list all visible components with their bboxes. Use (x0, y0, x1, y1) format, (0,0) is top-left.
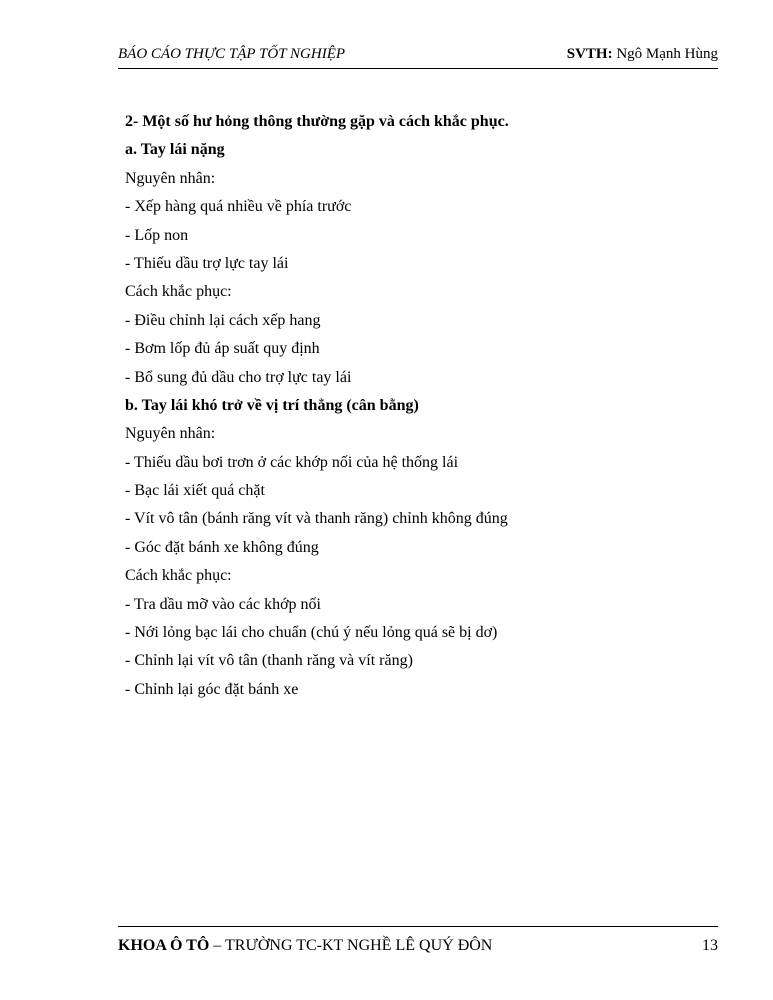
section-a-title: a. Tay lái nặng (125, 141, 225, 159)
list-item: - Tra dầu mỡ vào các khớp nối (125, 595, 321, 613)
list-item: - Bổ sung đủ dầu cho trợ lực tay lái (125, 368, 352, 386)
section-a-fix-label: Cách khắc phục: (125, 283, 232, 301)
page-number: 13 (702, 937, 718, 954)
section-b-cause-label: Nguyên nhân: (125, 425, 216, 443)
author-info (567, 46, 718, 63)
list-item: - Thiếu dầu bơi trơn ở các khớp nối của hệ thống lái (125, 453, 459, 471)
author-name: Ngô Mạnh Hùng (616, 46, 718, 62)
list-item: - Chỉnh lại góc đặt bánh xe (125, 680, 299, 698)
page-header (118, 44, 718, 69)
page-content (125, 108, 715, 704)
section-b-fix-label: Cách khắc phục: (125, 567, 232, 585)
svth-label: SVTH: (566, 46, 613, 62)
list-item: - Chỉnh lại vít vô tân (thanh răng và vít răng) (125, 652, 413, 670)
list-item: - Vít vô tân (bánh răng vít và thanh răng) chỉnh không đúng (125, 510, 508, 528)
list-item: - Bạc lái xiết quá chặt (125, 482, 265, 500)
list-item: - Thiếu dầu trợ lực tay lái (125, 254, 289, 272)
footer-department: KHOA Ô TÔ (118, 937, 210, 954)
list-item: - Nới lỏng bạc lái cho chuẩn (chú ý nếu lỏng quá sẽ bị dơ) (125, 624, 498, 642)
list-item: - Bơm lốp đủ áp suất quy định (125, 340, 320, 358)
list-item: - Xếp hàng quá nhiều về phía trước (125, 198, 352, 216)
footer-school-name: – TRƯỜNG TC-KT NGHỀ LÊ QUÝ ĐÔN (209, 937, 493, 954)
report-title: BÁO CÁO THỰC TẬP TỐT NGHIỆP (118, 46, 346, 62)
list-item: - Lốp non (125, 226, 189, 244)
list-item: - Điều chỉnh lại cách xếp hang (125, 311, 321, 329)
section-heading: 2- Một số hư hỏng thông thường gặp và cách khắc phục. (125, 113, 509, 130)
page-footer (118, 926, 718, 967)
section-a-cause-label: Nguyên nhân: (125, 169, 216, 187)
section-b-title: b. Tay lái khó trở về vị trí thẳng (cân bằng) (125, 396, 419, 414)
list-item: - Góc đặt bánh xe không đúng (125, 538, 319, 556)
footer-school (118, 937, 492, 955)
